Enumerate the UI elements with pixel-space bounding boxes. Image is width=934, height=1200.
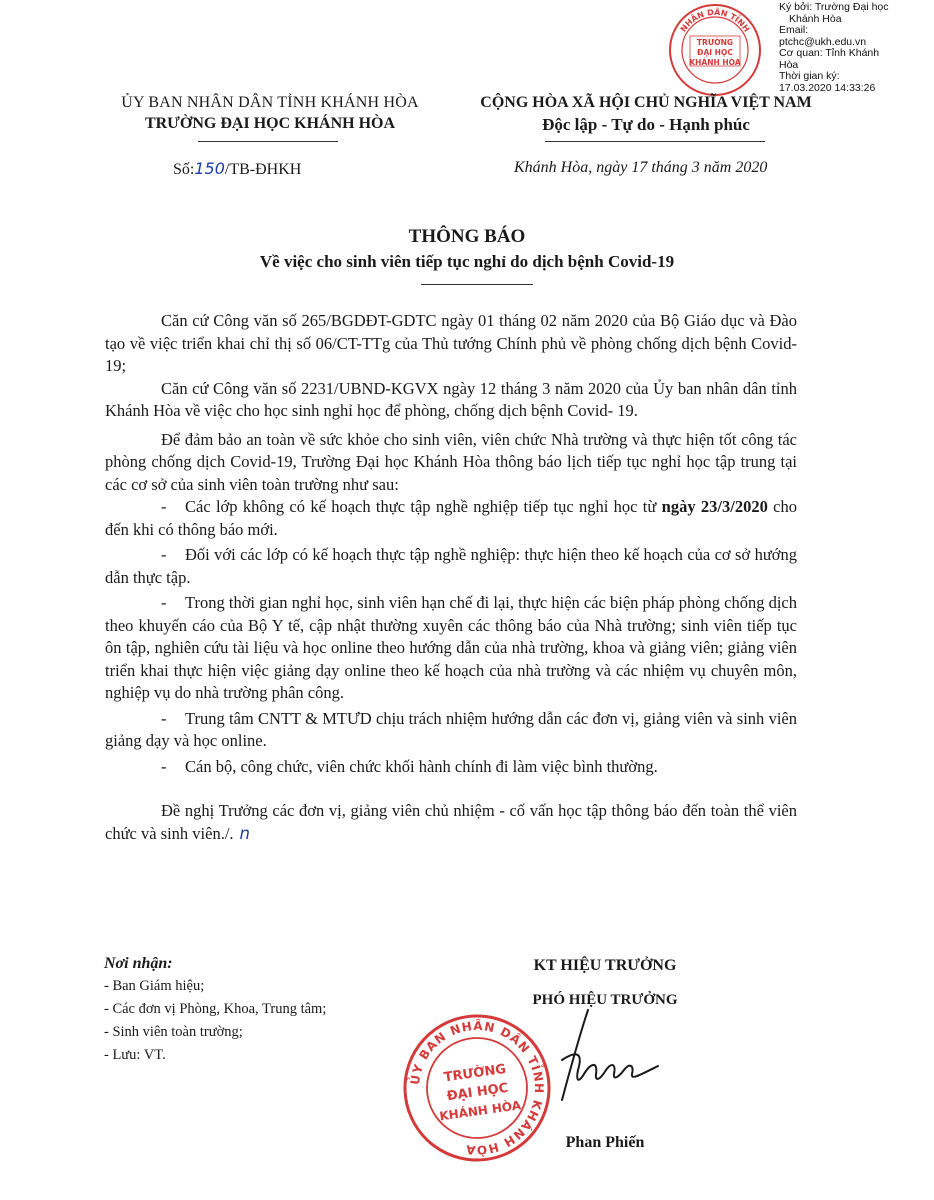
paragraph-request <box>105 800 797 845</box>
digital-signature-info <box>779 2 931 94</box>
document-number-handwritten: 150 <box>194 159 225 178</box>
svg-text:ĐẠI HỌC: ĐẠI HỌC <box>445 1080 510 1105</box>
recipients-heading: Nơi nhận: <box>104 955 173 972</box>
sig-line: 17.03.2020 14:33:26 <box>779 81 876 94</box>
bullet-emphasis: ngày 23/3/2020 <box>661 497 768 516</box>
document-body <box>105 310 797 845</box>
svg-text:TRƯỜNG: TRƯỜNG <box>696 38 734 47</box>
sig-line: Cơ quan: Tỉnh Khánh <box>779 47 880 59</box>
document-number <box>173 159 301 179</box>
authority-name: ỦY BAN NHÂN DÂN TỈNH KHÁNH HÒA <box>121 94 419 111</box>
header-divider-left <box>198 141 338 142</box>
bullet-item-3 <box>105 592 797 705</box>
recipient-item: - Sinh viên toàn trường; <box>104 1024 243 1040</box>
bullet-item-4 <box>105 708 797 753</box>
paragraph-basis-1: Căn cứ Công văn số 265/BGDĐT-GDTC ngày 01 tháng 02 năm 2020 của Bộ Giáo dục và Đào tạo về việc triển khai chỉ thị số 06/CT-TTg của Thủ tướng Chính phủ về phòng chống dịch bệnh Covid-19; <box>105 311 797 375</box>
sig-line: Email: <box>779 24 809 36</box>
svg-text:NHÂN DÂN TỈNH: NHÂN DÂN TỈNH <box>678 7 752 34</box>
bullet-dash: - <box>161 708 167 728</box>
issuer-header <box>100 94 440 133</box>
signer-name: Phan Phiến <box>565 1134 645 1151</box>
document-subtitle: Về việc cho sinh viên tiếp tục nghỉ do dịch bệnh Covid-19 <box>259 252 675 271</box>
bullet-text: Đối với các lớp có kế hoạch thực tập nghề nghiệp: thực hiện theo kế hoạch của cơ sở hướng dẫn thực tập. <box>105 545 797 587</box>
handwritten-initial: n <box>239 823 251 843</box>
sig-line: Ký bởi: Trường Đại học <box>779 1 889 13</box>
request-text: Đề nghị Trưởng các đơn vị, giảng viên chủ nhiệm - cố vấn học tập thông báo đến toàn thể viên chức và sinh viên./. <box>105 801 797 843</box>
bullet-item-1 <box>105 496 797 541</box>
bullet-dash: - <box>161 497 167 516</box>
recipient-item: - Lưu: VT. <box>104 1047 166 1063</box>
bullet-item-5 <box>105 756 797 779</box>
bullet-dash: - <box>161 756 167 776</box>
handwritten-signature <box>518 1000 678 1110</box>
national-header <box>460 94 832 135</box>
bullet-dash: - <box>161 545 167 564</box>
sig-line: Hòa <box>779 58 799 71</box>
signing-authority: KT HIỆU TRƯỞNG <box>533 957 677 974</box>
document-title: THÔNG BÁO <box>408 226 526 247</box>
bullet-text: Các lớp không có kế hoạch thực tập nghề nghiệp tiếp tục nghỉ học từ <box>185 497 662 516</box>
svg-text:ĐẠI HỌC: ĐẠI HỌC <box>697 48 733 57</box>
svg-text:TRƯỜNG: TRƯỜNG <box>442 1061 508 1086</box>
school-name: TRƯỜNG ĐẠI HỌC KHÁNH HÒA <box>144 115 396 132</box>
bullet-text: Trung tâm CNTT & MTƯD chịu trách nhiệm hướng dẫn các đơn vị, giảng viên và sinh viên giảng dạy và học online. <box>105 708 797 750</box>
bullet-text: Cán bộ, công chức, viên chức khối hành chính đi làm việc bình thường. <box>185 756 658 776</box>
recipient-item: - Ban Giám hiệu; <box>104 978 205 994</box>
bullet-dash: - <box>161 593 167 612</box>
document-date: Khánh Hòa, ngày 17 tháng 3 năm 2020 <box>514 159 768 176</box>
sig-line: Thời gian ký: <box>779 70 840 82</box>
school-seal-top <box>668 3 762 97</box>
svg-text:KHÁNH HÒA: KHÁNH HÒA <box>438 1098 522 1124</box>
signer-title: PHÓ HIỆU TRƯỞNG <box>532 992 678 1008</box>
sig-line: Khánh Hòa <box>789 12 842 25</box>
document-number-suffix: /TB-ĐHKH <box>224 161 302 178</box>
sig-line: ptchc@ukh.edu.vn <box>779 35 867 48</box>
svg-text:ỦY BAN NHÂN DÂN TỈNH KHÁNH HÒA: ỦY BAN NHÂN DÂN TỈNH KHÁNH HÒA <box>407 1018 547 1158</box>
bullet-text: Trong thời gian nghỉ học, sinh viên hạn chế đi lại, thực hiện các biện pháp phòng chống dịch theo khuyến cáo của Bộ Y tế, cập nhật thường xuyên các thông báo của Nhà trường; sinh viên tiếp tục ôn tập, nghiên cứu tài liệu và học online theo hướng dẫn của nhà trường, khoa và giảng viên; giảng viên triển khai thực hiện việc giảng dạy online theo kế hoạch của nhà trường và các nhiệm vụ chuyên môn, nghiệp vụ do nhà trường phân công. <box>105 593 797 702</box>
svg-text:KHÁNH HÒA: KHÁNH HÒA <box>689 58 741 67</box>
country-name: CỘNG HÒA XÃ HỘI CHỦ NGHĨA VIỆT NAM <box>480 94 812 111</box>
document-number-prefix: Số: <box>173 161 195 178</box>
recipient-item: - Các đơn vị Phòng, Khoa, Trung tâm; <box>104 1001 327 1017</box>
recipients-block <box>104 952 326 1067</box>
paragraph-basis-2: Căn cứ Công văn số 2231/UBND-KGVX ngày 12 tháng 3 năm 2020 của Ủy ban nhân dân tỉnh Khánh Hòa về việc cho học sinh nghỉ học để phòng, chống dịch bệnh Covid- 19. <box>105 378 797 420</box>
bullet-item-2 <box>105 544 797 589</box>
bullet-text: cho đến khi có thông báo mới. <box>105 497 797 539</box>
title-divider <box>421 284 533 285</box>
paragraph-intro: Để đảm bảo an toàn về sức khỏe cho sinh viên, viên chức Nhà trường và thực hiện tốt công tác phòng chống dịch Covid-19, Trường Đại học Khánh Hòa thông báo lịch tiếp tục nghỉ học tập trung tại các cơ sở của sinh viên toàn trường như sau: <box>105 429 797 494</box>
national-motto: Độc lập - Tự do - Hạnh phúc <box>542 115 750 134</box>
header-divider-right <box>545 141 765 142</box>
